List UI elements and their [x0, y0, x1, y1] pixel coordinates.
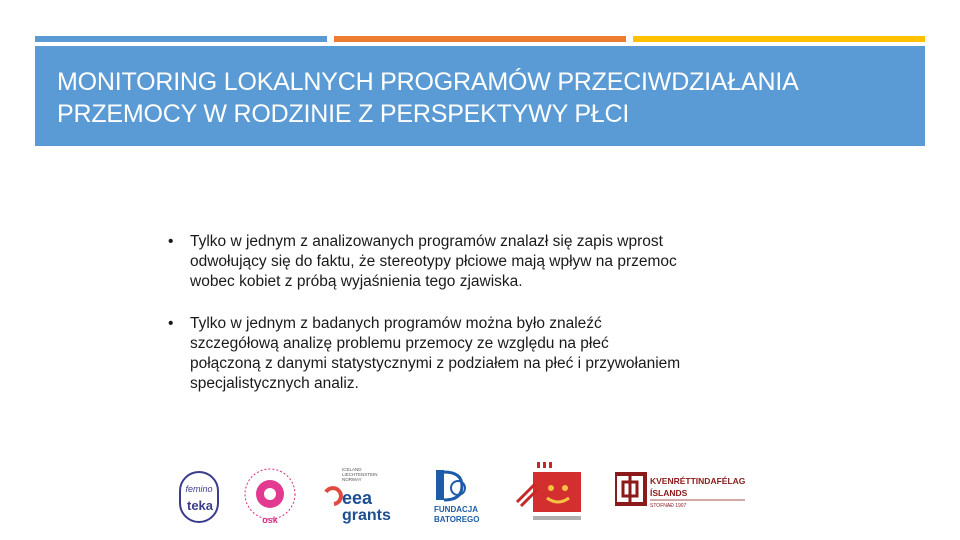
feminoteka-text-2: teka — [186, 498, 214, 513]
eea-top-3: NORWAY — [342, 477, 362, 482]
content-area — [168, 232, 778, 416]
feminoteka-logo — [178, 470, 220, 524]
batorego-text-1: FUNDACJA — [434, 505, 478, 514]
eea-grants-logo — [320, 464, 405, 526]
accent-bar-yellow — [633, 36, 925, 42]
kvenrettindafelag-logo — [615, 472, 765, 522]
bullet-1-line-2: odwołujący się do faktu, że stereotypy płciowe mają wpływ na przemoc — [190, 253, 677, 270]
kvenrett-text-1: KVENRÉTTINDAFÉLAG — [650, 476, 746, 486]
accent-bar-blue — [35, 36, 327, 42]
title-line-1: MONITORING LOKALNYCH PROGRAMÓW PRZECIWDZIAŁANIA — [57, 68, 799, 96]
batorego-text-2: BATOREGO — [434, 515, 480, 524]
bullet-2-line-2: szczegółową analizę problemu przemocy ze względu na płeć — [190, 335, 609, 352]
bullet-marker: • — [168, 315, 174, 332]
bullet-1-line-3: wobec kobiet z próbą wyjaśnienia tego zjawiska. — [190, 273, 523, 290]
kvenrett-text-2: ÍSLANDS — [650, 488, 688, 498]
eea-top-2: LIECHTENSTEIN — [342, 472, 378, 477]
partner-logos — [170, 460, 770, 530]
title-box — [35, 46, 925, 146]
bullet-marker: • — [168, 233, 174, 250]
eea-top-1: ICELAND — [342, 467, 362, 472]
feminoteka-text-1: femino — [185, 484, 213, 494]
bullet-item-2 — [168, 314, 778, 394]
bullet-2-line-3: połączoną z danymi statystycznymi z podziałem na płeć i przywołaniem — [190, 355, 681, 372]
kvenrett-text-3: STOFNAÐ 1907 — [650, 503, 687, 509]
bullet-2-line-1: Tylko w jednym z badanych programów można było znaleźć — [190, 315, 602, 332]
osk-logo — [240, 466, 300, 526]
red-partner-logo — [515, 462, 600, 526]
eea-text-2: grants — [342, 507, 391, 524]
osk-text: osk — [262, 515, 278, 525]
title-line-2: PRZEMOCY W RODZINIE Z PERSPEKTYWY PŁCI — [57, 100, 630, 128]
batorego-logo — [432, 468, 487, 528]
bullet-1-line-1: Tylko w jednym z analizowanych programów znalazł się zapis wprost — [190, 233, 663, 250]
bullet-2-line-4: specjalistycznych analiz. — [190, 375, 359, 392]
bullet-item-1 — [168, 232, 778, 292]
accent-bar-orange — [334, 36, 626, 42]
eea-text-1: eea — [342, 488, 373, 508]
slide-title — [57, 66, 903, 130]
